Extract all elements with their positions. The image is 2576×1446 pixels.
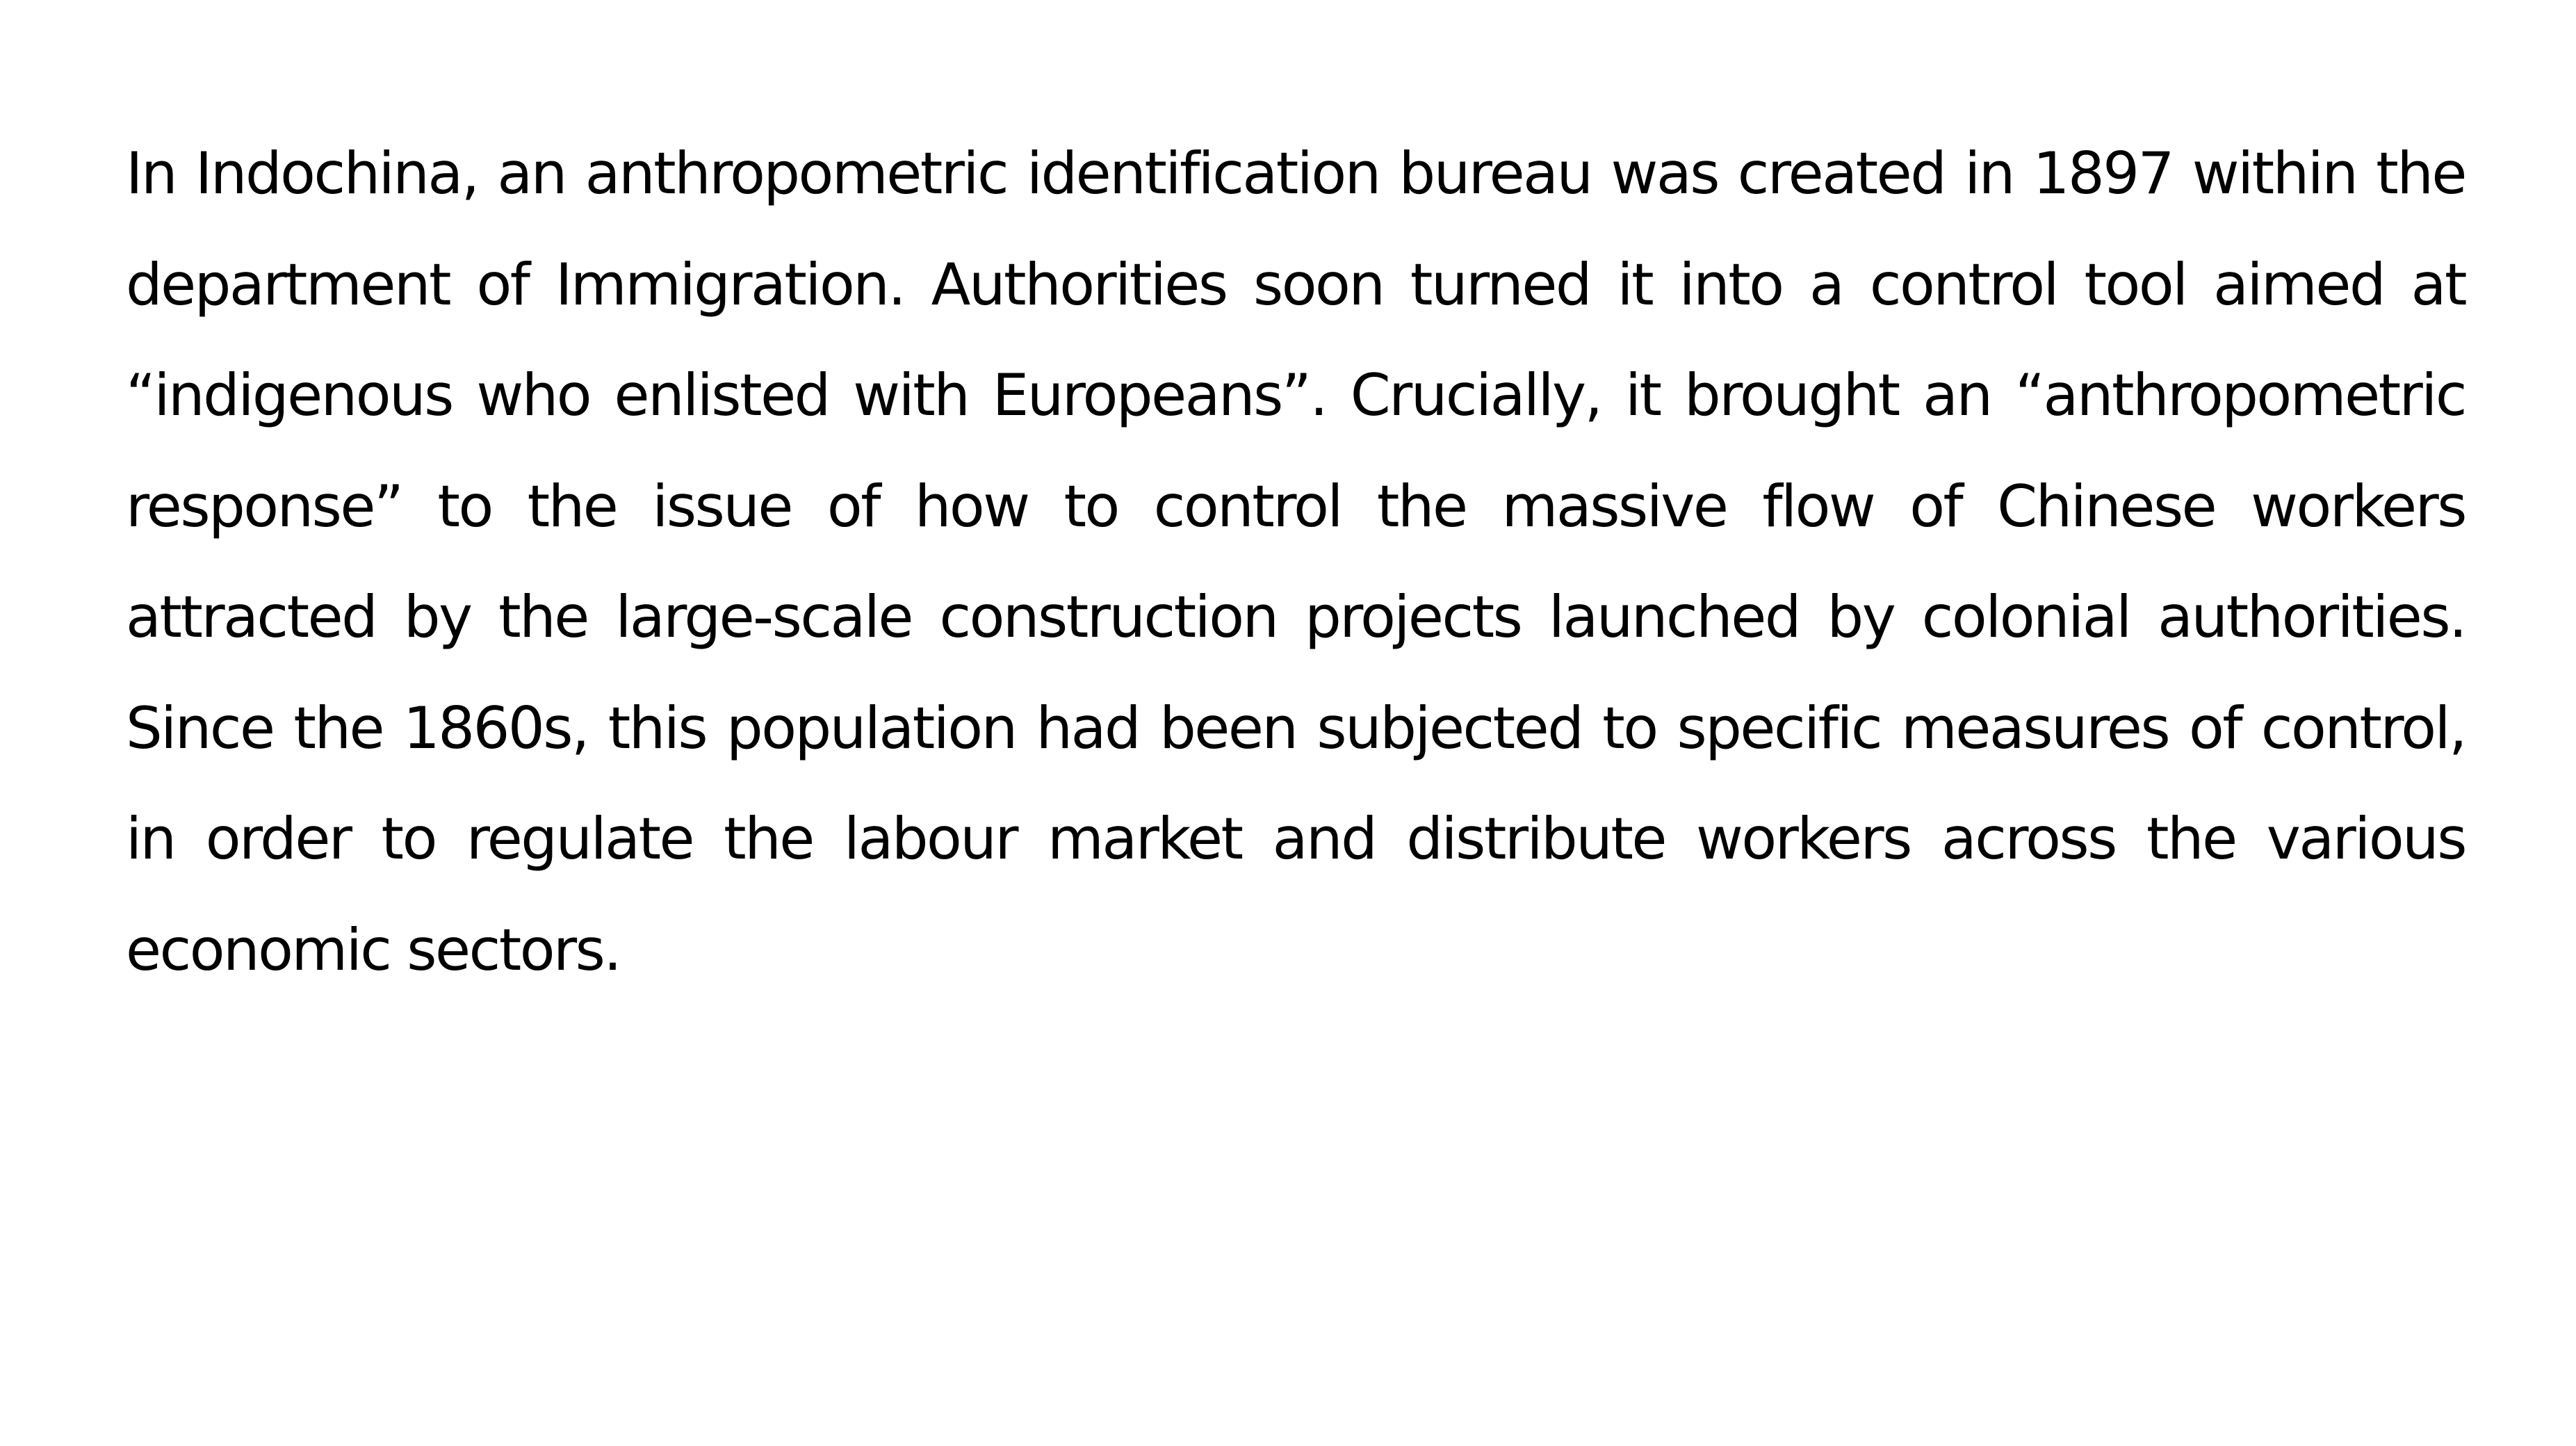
body-paragraph: In Indochina, an anthropometric identification bureau was created in 1897 within the department of Immigration. Authorities soon turned it into a control tool aimed at “indigenous who enlisted with Europeans”. Crucially, it brought an “anthropometric response” to the issue of how to control the massive flow of Chinese workers attracted by the large-scale construction projects launched by colonial authorities. Since the 1860s, this population had been subjected to specific measures of control, in order to regulate the labour market and distribute workers across the various economic sectors. [126, 140, 2465, 984]
